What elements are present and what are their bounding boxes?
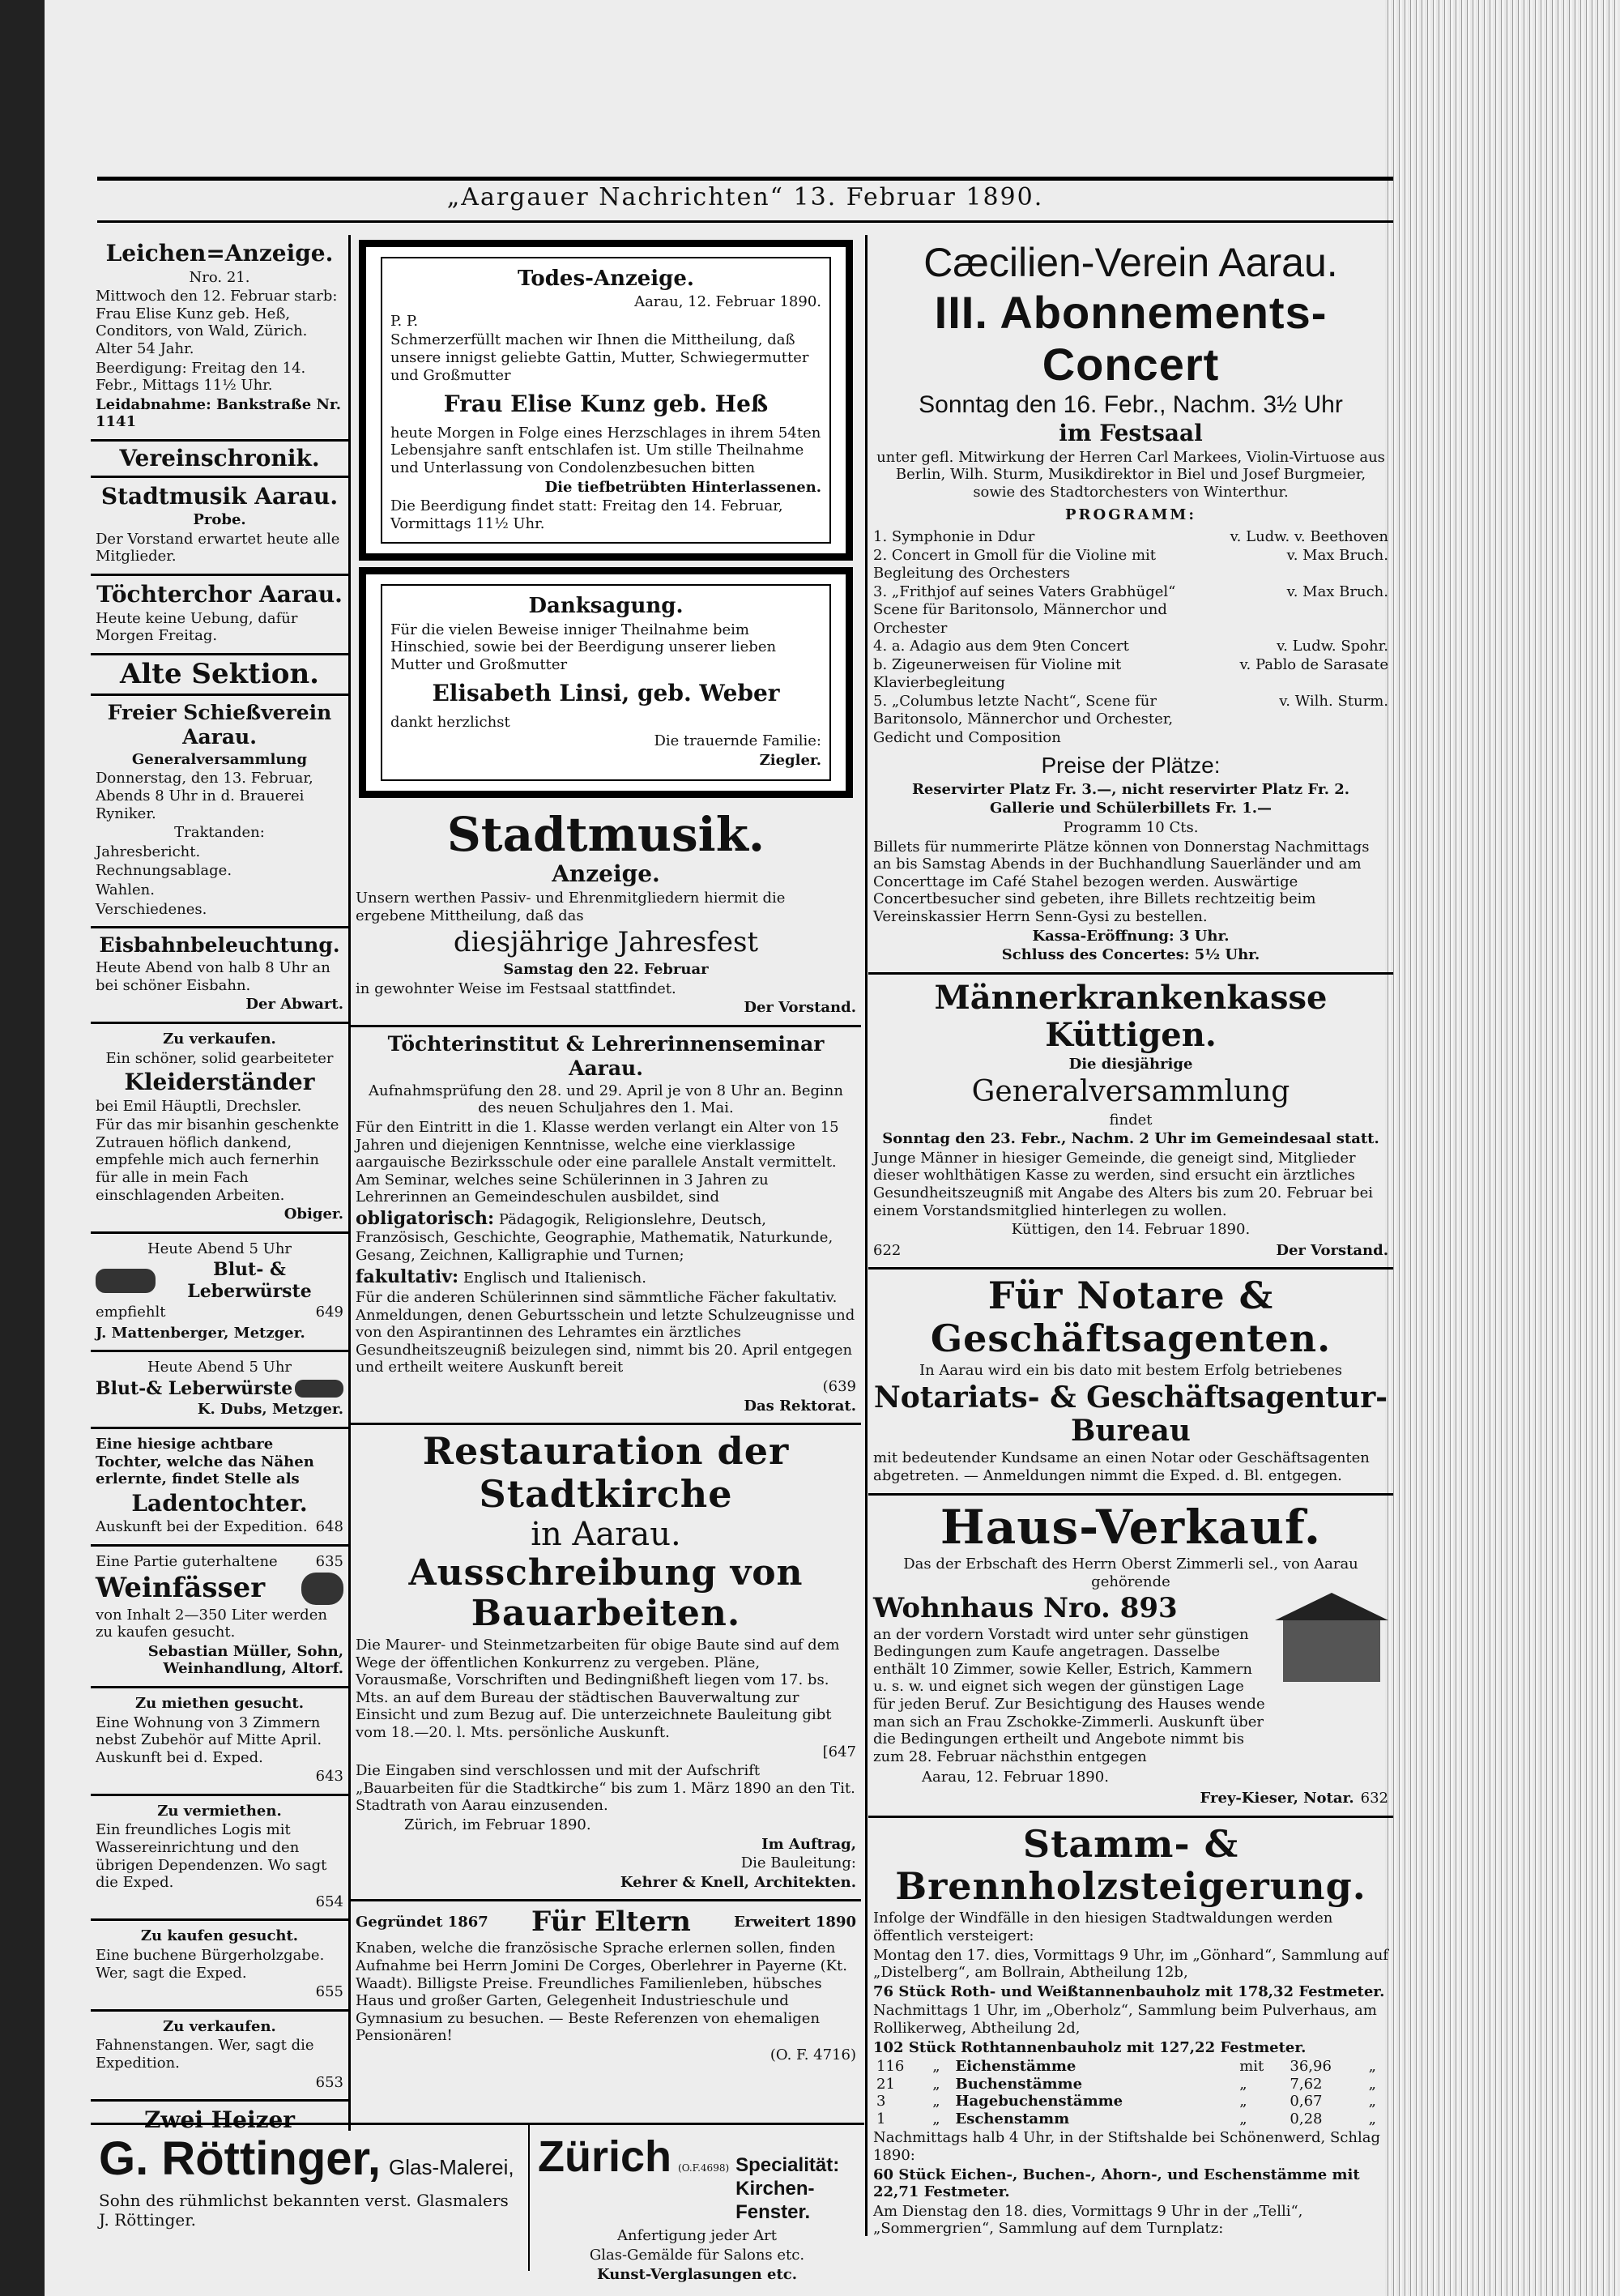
ad-place: im Festsaal <box>1059 420 1203 447</box>
ad-date: Samstag den 22. Februar <box>503 961 709 979</box>
ad-body: Billets für nummerirte Plätze können von Donnerstag Nachmittags an bis Samstag Abends in der Buchhandlung Sauerländer und am Concerttage im Café Stahel bezogen werden. Auswärtige Concertbesucher sind gebeten, ihre Billets rechtzeitig beim Vereinskassier Herrn Senn-Gysi zu bestellen. <box>873 838 1370 925</box>
ad-sign: Der Vorstand. <box>1276 1241 1388 1259</box>
ad-stadtmusik-jahresfest <box>351 804 861 1027</box>
ad-wurst-2 <box>91 1352 348 1429</box>
ad-body: Eine Wohnung von 3 Zimmern nebst Zubehör auf Mitte April. Auskunft bei d. Exped. <box>96 1713 322 1766</box>
ad-holzsteigerung <box>868 1818 1393 2236</box>
ad-sub: Wohnhaus Nro. 893 <box>873 1591 1178 1624</box>
ad-wurst-1 <box>91 1234 348 1353</box>
ad-number: 654 <box>315 1893 343 1910</box>
ad-seller: K. Dubs, Metzger. <box>197 1401 343 1419</box>
sausage-illustration <box>96 1269 156 1293</box>
text-obligatorisch: Pädagogik, Religionslehre, Deutsch, Französisch, Geschichte, Geographie, Mathematik, Naturkunde, Gesang, Zeichnen, Kalligraphie und Turnen; <box>356 1210 833 1264</box>
ad-title: Zwei Heizer <box>143 2106 296 2131</box>
ad-seller: Sebastian Müller, Sohn, Weinhandlung, Altorf. <box>147 1642 343 1678</box>
list-item: Wahlen. <box>96 881 155 898</box>
ad-body: Montag den 17. dies, Vormittags 9 Uhr, im „Gönhard“, Sammlung auf „Distelberg“, am Bollrain, Abtheilung 12b, <box>873 1946 1388 1982</box>
ad-date: Aarau, 12. Februar 1890. <box>922 1769 1109 1786</box>
ad-body: Knaben, welche die französische Sprache erlernen sollen, finden Aufnahme bei Herrn Jomini De Corges, Oberlehrer in Payerne (Kt. Waadt). Billigste Preise. Freundliches Familienleben, hübsches Haus und großer Garten, Gelegenheit Industrieschule und Gymnasium zu besuchen. — Beste Referenzen von ehemaligen Pensionären! <box>356 1940 848 2045</box>
ad-sub: Probe. <box>193 511 246 529</box>
page-header: „Aargauer Nachrichten“ 13. Februar 1890. <box>446 183 1044 211</box>
list-item: Verschiedenes. <box>96 900 207 918</box>
program-title: PROGRAMM: <box>1065 506 1196 523</box>
ad-sign: Der Abwart. <box>245 996 343 1014</box>
ad-todes-anzeige <box>359 240 853 561</box>
ad-number: 649 <box>315 1304 343 1321</box>
ad-fahnenstangen <box>91 2012 348 2102</box>
timber-table <box>873 2058 1388 2127</box>
ad-place: Küttigen, den 14. Februar 1890. <box>1011 1221 1251 1239</box>
table-row: 21 „ Buchenstämme „ 7,62 „ <box>876 2075 1376 2093</box>
ad-title: Männerkrankenkasse Küttigen. <box>934 978 1328 1054</box>
column-rule-right <box>865 235 868 2236</box>
ad-title: Haus-Verkauf. <box>940 1499 1322 1555</box>
ad-body: Schmerzerfüllt machen wir Ihnen die Mittheilung, daß unsere innigst geliebte Gattin, Mutter, Schwiegermutter und Großmutter <box>390 331 809 384</box>
ad-title: Todes-Anzeige. <box>518 267 694 291</box>
ad-body: In Aarau wird ein bis dato mit bestem Erfolg betriebenes <box>919 1362 1343 1380</box>
ad-sub: Anzeige. <box>552 860 660 888</box>
ad-title: Für Eltern <box>531 1906 691 1939</box>
ad-title: Stadtmusik. <box>446 806 765 862</box>
program-item: 4. a. Adagio aus dem 9ten Concert v. Ludw. Spohr. <box>873 638 1388 655</box>
ad-kleiderstaender <box>91 1024 348 1234</box>
ad-sub: Sohn des rühmlichst bekannten verst. Glasmalers J. Röttinger. <box>99 2191 509 2230</box>
ad-ladentochter <box>91 1429 348 1547</box>
ad-sign: Obiger. <box>284 1206 343 1223</box>
ad-number: 632 <box>1360 1789 1388 1807</box>
ad-alte-sektion <box>91 655 348 696</box>
middle-column <box>351 235 861 2131</box>
ad-dankt: dankt herzlichst <box>390 713 510 731</box>
ad-title: Blut- & Leberwürste <box>187 1259 312 1302</box>
ad-sign: Im Auftrag, <box>761 1835 856 1853</box>
ad-body: Donnerstag, den 13. Februar, Abends 8 Uhr in d. Brauerei Ryniker. <box>96 770 313 822</box>
ad-number: [647 <box>822 1743 856 1760</box>
ad-kaufen-gesucht <box>91 1921 348 2011</box>
page-right-edge <box>1385 0 1620 2296</box>
program-item: 3. „Frithjof auf seines Vaters Grabhügel“ Scene für Baritonsolo, Männerchor und Orchester v. Max Bruch. <box>873 583 1388 637</box>
ad-date: Sonntag den 16. Febr., Nachm. 3½ Uhr <box>919 391 1343 419</box>
ad-title: Zu verkaufen. <box>163 2017 276 2035</box>
ad-in: in Aarau. <box>531 1515 681 1553</box>
table-row: 1 „ Eschenstamm „ 0,28 „ <box>876 2110 1376 2127</box>
ad-number: 655 <box>315 1983 343 2001</box>
ad-body: Eine buchene Bürgerholzgabe. Wer, sagt die Exped. <box>96 1947 325 1982</box>
ad-body: Die Maurer- und Steinmetzarbeiten für obige Baute sind auf dem Wege der öffentlichen Konkurrenz zu vergeben. Pläne, Vorausmaße, Vorschriften und Bedingnißheft liegen vom 17. bs. Mts. an auf dem Bureau der städtischen Bauverwaltung zur Einsicht und zum Bezug auf. Die unterzeichnete Bauleitung gibt vom 18.—20. l. Mts. persönliche Auskunft. <box>356 1637 840 1742</box>
ad-weinfaesser <box>91 1547 348 1688</box>
left-column <box>91 235 348 2131</box>
ad-fest: diesjährige Jahresfest <box>453 926 759 959</box>
ad-body: Nachmittags 1 Uhr, im „Oberholz“, Sammlung beim Pulverhaus, am Rollikerweg, Abtheilung 2d, <box>873 2002 1377 2037</box>
ad-vereinschronik <box>91 442 348 478</box>
ad-findet: findet <box>1109 1111 1153 1129</box>
ad-city: Zürich <box>538 2132 672 2181</box>
ad-pre: Heute Abend 5 Uhr <box>147 1359 292 1376</box>
prices-title: Preise der Plätze: <box>1041 753 1221 779</box>
ad-date: Zürich, im Februar 1890. <box>404 1816 591 1833</box>
price-line: Reservirter Platz Fr. 3.—, nicht reservirter Platz Fr. 2. <box>911 780 1350 798</box>
ad-miethen-gesucht <box>91 1688 348 1796</box>
ad-pp: P. P. <box>390 312 419 330</box>
ad-sign: Kehrer & Knell, Architekten. <box>620 1873 856 1891</box>
ad-spec: Specialität: Kirchen-Fenster. <box>735 2154 840 2223</box>
section-title: Vereinschronik. <box>119 444 320 472</box>
ad-body: Heute Abend von halb 8 Uhr an bei schöner Eisbahn. <box>96 959 330 994</box>
ad-body: Für den Eintritt in die 1. Klasse werden verlangt ein Alter von 15 Jahren und diejenigen Kenntnisse, welche eine vierklassige aargauische Bezirksschule oder eine parallele Anstalt vermittelt. Am Seminar, welches seine Schülerinnen in 3 Jahren zu Lehrerinnen an Gemeindeschulen ausbildet, sind <box>356 1119 839 1206</box>
price-line: Programm 10 Cts. <box>1063 819 1199 837</box>
ad-caecilien-verein <box>868 235 1393 975</box>
ad-founded: Gegründet 1867 <box>356 1914 488 1931</box>
ad-body: Mittwoch den 12. Februar starb: Frau Elise Kunz geb. Heß, Conditors, von Wald, Zürich. Alter 54 Jahr. <box>96 288 338 357</box>
ad-body: Junge Männer in hiesiger Gemeinde, die geneigt sind, Mitglieder dieser wohlthätigen Kasse zu werden, sind ersucht ein ärztliches Gesundheitszeugniß mit Angabe des Alters bis zum 20. Februar bei einem Vorstandsmitglied hinterlegen zu wollen. <box>873 1149 1373 1219</box>
deceased-name: Elisabeth Linsi, geb. Weber <box>432 680 780 707</box>
ad-leichen <box>91 235 348 442</box>
ad-body: Für das mir bisanhin geschenkte Zutrauen höflich dankend, empfehle mich auch fernerhin für alle in mein Fach einschlagenden Arbeiten. <box>96 1116 339 1204</box>
program-item: b. Zigeunerweisen für Violine mit Klavierbegleitung v. Pablo de Sarasate <box>873 655 1388 692</box>
ad-danksagung <box>359 567 853 797</box>
ad-sign: Frey-Kieser, Notar. <box>1200 1789 1354 1807</box>
ad-sub: Die diesjährige <box>1068 1055 1193 1073</box>
program-item: 2. Concert in Gmoll für die Violine mit Begleitung des Orchesters v. Max Bruch. <box>873 546 1388 583</box>
ad-title: Alte Sektion. <box>119 657 320 690</box>
ad-number: 622 <box>873 1241 902 1259</box>
label-fakultativ: fakultativ: <box>356 1265 459 1287</box>
ad-body: unter gefl. Mitwirkung der Herren Carl Markees, Violin-Virtuose aus Berlin, Wilh. Sturm, Musikdirektor in Biel und Josef Burgmeier, sowie des Stadtorchesters von Winterthur. <box>876 448 1385 501</box>
deceased-name: Frau Elise Kunz geb. Heß <box>443 390 769 418</box>
ad-seller: J. Mattenberger, Metzger. <box>96 1324 305 1342</box>
ad-body: Der Vorstand erwartet heute alle Mitglieder. <box>96 530 340 565</box>
ad-title: Stamm- & Brennholzsteigerung. <box>895 1821 1366 1909</box>
ad-number: 643 <box>315 1768 343 1786</box>
ad-title: Zu vermiethen. <box>157 1802 282 1820</box>
price-line: Gallerie und Schülerbillets Fr. 1.— <box>989 800 1273 817</box>
ad-seller: bei Emil Häuptli, Drechsler. <box>96 1097 302 1115</box>
ad-sign: Das Rektorat. <box>744 1397 856 1415</box>
ad-extended: Erweitert 1890 <box>734 1914 856 1931</box>
ad-title: G. Röttinger, <box>99 2132 381 2185</box>
ad-notare <box>868 1270 1393 1495</box>
ad-body: von Inhalt 2—350 Liter werden zu kaufen gesucht. <box>96 1606 327 1641</box>
ad-sub: Notariats- & Geschäftsagentur-Bureau <box>873 1380 1388 1449</box>
ad-concert: III. Abonnements-Concert <box>934 286 1328 390</box>
ad-number: (O. F. 4716) <box>770 2046 856 2064</box>
ad-sign: Der Vorstand. <box>744 999 856 1017</box>
barrel-illustration <box>301 1573 343 1605</box>
header-rule-bottom <box>97 220 1393 223</box>
ad-body: 76 Stück Roth- und Weißtannenbauholz mit 178,32 Festmeter. <box>873 1982 1385 2000</box>
ad-title: Restauration der Stadtkirche <box>422 1429 790 1516</box>
ad-eisbahn <box>91 928 348 1024</box>
ad-line: Glas-Gemälde für Salons etc. <box>589 2246 805 2264</box>
ad-title: Töchterchor Aarau. <box>96 580 343 608</box>
ad-intro: Ein schöner, solid gearbeiteter <box>105 1049 334 1067</box>
ad-number: 648 <box>315 1518 343 1536</box>
ad-title: Töchterinstitut & Lehrerinnenseminar Aarau. <box>387 1031 825 1080</box>
ad-title: Kleiderständer <box>124 1069 315 1096</box>
ad-traktanden: Traktanden: <box>174 824 265 842</box>
ad-line: Anfertigung jeder Art <box>616 2227 778 2245</box>
ad-title: Blut-& Leberwürste <box>96 1378 293 1399</box>
ad-body: Ein freundliches Logis mit Wassereinrichtung und den übrigen Dependenzen. Wo sagt die Exped. <box>96 1821 327 1892</box>
ad-title: Zu miethen gesucht. <box>135 1694 304 1712</box>
ad-leid: Leidabnahme: Bankstraße Nr. 1141 <box>96 395 342 431</box>
ad-pre: Eine Partie guterhaltene <box>96 1552 278 1570</box>
list-item: Jahresbericht. <box>96 843 201 860</box>
ad-title: Weinfässer <box>96 1572 266 1604</box>
ad-haus-verkauf <box>868 1496 1393 1818</box>
ad-info: Auskunft bei der Expedition. <box>96 1518 308 1536</box>
ad-empf: empfiehlt <box>96 1304 166 1321</box>
label-obligatorisch: obligatorisch: <box>356 1207 495 1229</box>
text-fakultativ: Englisch und Italienisch. <box>463 1269 646 1287</box>
ad-body: Am Dienstag den 18. dies, Vormittags 9 Uhr in der „Telli“, „Sommergrien“, Sammlung auf dem Turnplatz: <box>873 2202 1303 2236</box>
ad-title: Stadtmusik Aarau. <box>100 482 339 510</box>
ad-body: heute Morgen in Folge eines Herzschlages in ihrem 54ten Lebensjahre sanft entschlafen ist. Um stille Theilnahme und Unterlassung von Condolenzbesuchen bitten <box>390 424 821 476</box>
ad-kassa: Kassa-Eröffnung: 3 Uhr. <box>1032 927 1230 945</box>
ad-title: Für Notare & Geschäftsagenten. <box>930 1274 1332 1361</box>
ad-schluss: Schluss des Concertes: 5½ Uhr. <box>1001 946 1260 964</box>
ad-number: (639 <box>822 1377 856 1395</box>
ad-body: Das der Erbschaft des Herrn Oberst Zimmerli sel., von Aarau gehörende <box>903 1556 1358 1590</box>
ad-body: Infolge der Windfälle in den hiesigen Stadtwaldungen werden öffentlich versteigert: <box>873 1910 1333 1944</box>
ad-number: Nro. 21. <box>189 268 250 286</box>
ad-body: Aufnahmsprüfung den 28. und 29. April je von 8 Uhr an. Beginn des neuen Schuljahres den 1. Mai. <box>369 1082 843 1117</box>
table-row: 116 „ Eichenstämme mit 36,96 „ <box>876 2058 1376 2076</box>
ad-schiessverein <box>91 696 348 928</box>
ad-title: Danksagung. <box>528 594 684 619</box>
ad-pre: Zu verkaufen. <box>163 1030 276 1048</box>
ad-sub: Ausschreibung von Bauarbeiten. <box>408 1551 804 1635</box>
ad-pre: Heute Abend 5 Uhr <box>147 1240 292 1257</box>
ad-maennerkrankenkasse <box>868 975 1393 1270</box>
ad-body: 102 Stück Rothtannenbauholz mit 127,22 Festmeter. <box>873 2038 1307 2056</box>
house-illustration <box>1275 1593 1388 1690</box>
ad-title: Leichen=Anzeige. <box>105 240 334 267</box>
ad-body: Für die anderen Schülerinnen sind sämmtliche Fächer fakultativ. Anmeldungen, denen Geburtsschein und letzte Schulzeugnisse und von den Aspirantinnen des Lehramtes ein ärztliches Gesundheitszeugniß beizulegen sind, nimmt bis 20. April entgegen und ertheilt weitere Auskunft bereit <box>356 1288 855 1376</box>
ad-fuer-eltern <box>351 1901 861 2072</box>
ad-title: Freier Schießverein Aarau. <box>107 700 332 749</box>
ad-burial: Beerdigung: Freitag den 14. Febr., Mittags 11½ Uhr. <box>96 359 306 395</box>
ad-sub: Generalversammlung <box>131 750 308 768</box>
ad-sub: Generalversammlung <box>971 1075 1290 1109</box>
ad-body: an der vordern Vorstadt wird unter sehr günstigen Bedingungen zum Kaufe angetragen. Dasselbe enthält 10 Zimmer, sowie Keller, Estrich, Kammern u. s. w. und eignet sich wegen der günstigen Lage für jeden Beruf. Zur Besichtigung des Hauses wende man sich an Frau Zschokke-Zimmerli. Auskunft über die Bedingungen ertheilt und Angebote nimmt bis zum 28. Februar nächsthin entgegen <box>873 1625 1265 1765</box>
ad-sign: Ziegler. <box>759 752 821 770</box>
program-item: 1. Symphonie in Ddur v. Ludw. v. Beethoven <box>873 528 1388 546</box>
ad-roettinger <box>91 2123 864 2283</box>
ad-burial: Die Beerdigung findet statt: Freitag den 14. Februar, Vormittags 11½ Uhr. <box>390 497 783 532</box>
ad-title: Eisbahnbeleuchtung. <box>99 933 340 958</box>
ad-sign: Die tiefbetrübten Hinterlassenen. <box>544 478 821 496</box>
ad-body: Nachmittags halb 4 Uhr, in der Stiftshalde bei Schönenwerd, Schlag 1890: <box>873 2129 1380 2165</box>
ad-line: Kunst-Verglasungen etc. <box>596 2265 798 2283</box>
ad-vermiethen <box>91 1796 348 1922</box>
ad-toechterinstitut <box>351 1027 861 1425</box>
header-rule-top <box>97 177 1393 181</box>
sausage-illustration <box>295 1380 343 1398</box>
ad-date: Sonntag den 23. Febr., Nachm. 2 Uhr im Gemeindesaal statt. <box>882 1130 1379 1148</box>
page-left-edge <box>0 0 45 2296</box>
ad-number: (O.F.4698) <box>678 2162 730 2174</box>
ad-body: mit bedeutender Kundsame an einen Notar oder Geschäftsagenten abgetreten. — Anmeldungen nimmt die Exped. d. Bl. entgegen. <box>873 1449 1370 1485</box>
ad-body: Die Eingaben sind verschlossen und mit der Aufschrift „Bauarbeiten für die Stadtkirche“ bis zum 1. März 1890 an den Tit. Stadtrath von Aarau einzusenden. <box>356 1762 855 1815</box>
ad-number: 635 <box>315 1552 343 1570</box>
ad-restauration-stadtkirche <box>351 1425 861 1901</box>
ad-title: Zu kaufen gesucht. <box>140 1927 299 1945</box>
ad-stadtmusik <box>91 478 348 576</box>
ad-date: Aarau, 12. Februar 1890. <box>634 293 821 311</box>
table-row: 3 „ Hagebuchenstämme „ 0,67 „ <box>876 2093 1376 2110</box>
ad-place: in gewohnter Weise im Festsaal stattfindet. <box>356 979 676 997</box>
ad-body: Eine hiesige achtbare Tochter, welche das Nähen erlernte, findet Stelle als <box>96 1435 314 1488</box>
ad-body: Fahnenstangen. Wer, sagt die Expedition. <box>96 2037 314 2072</box>
program-item: 5. „Columbus letzte Nacht“, Scene für Baritonsolo, Männerchor und Orchester, Gedicht und Composition v. Wilh. Sturm. <box>873 692 1388 746</box>
ad-body: Heute keine Uebung, dafür Morgen Freitag. <box>96 609 298 645</box>
ad-title: Cæcilien-Verein Aarau. <box>923 240 1338 285</box>
ad-number: 653 <box>315 2073 343 2091</box>
ad-glas: Glas-Malerei, <box>389 2155 514 2179</box>
ad-body: Für die vielen Beweise inniger Theilnahme beim Hinschied, sowie bei der Beerdigung unserer lieben Mutter und Großmutter <box>390 621 777 673</box>
ad-body: Unsern werthen Passiv- und Ehrenmitgliedern hiermit die ergebene Mittheilung, daß das <box>356 890 786 924</box>
ad-sign: Die Bauleitung: <box>740 1854 856 1872</box>
ad-body: 60 Stück Eichen-, Buchen-, Ahorn-, und Eschenstämme mit 22,71 Festmeter. <box>873 2166 1360 2201</box>
ad-toechterchor <box>91 576 348 655</box>
ad-sign: Die trauernde Familie: <box>654 732 821 750</box>
list-item: Rechnungsablage. <box>96 862 232 880</box>
right-column <box>868 235 1393 2236</box>
ad-title: Ladentochter. <box>131 1489 308 1517</box>
